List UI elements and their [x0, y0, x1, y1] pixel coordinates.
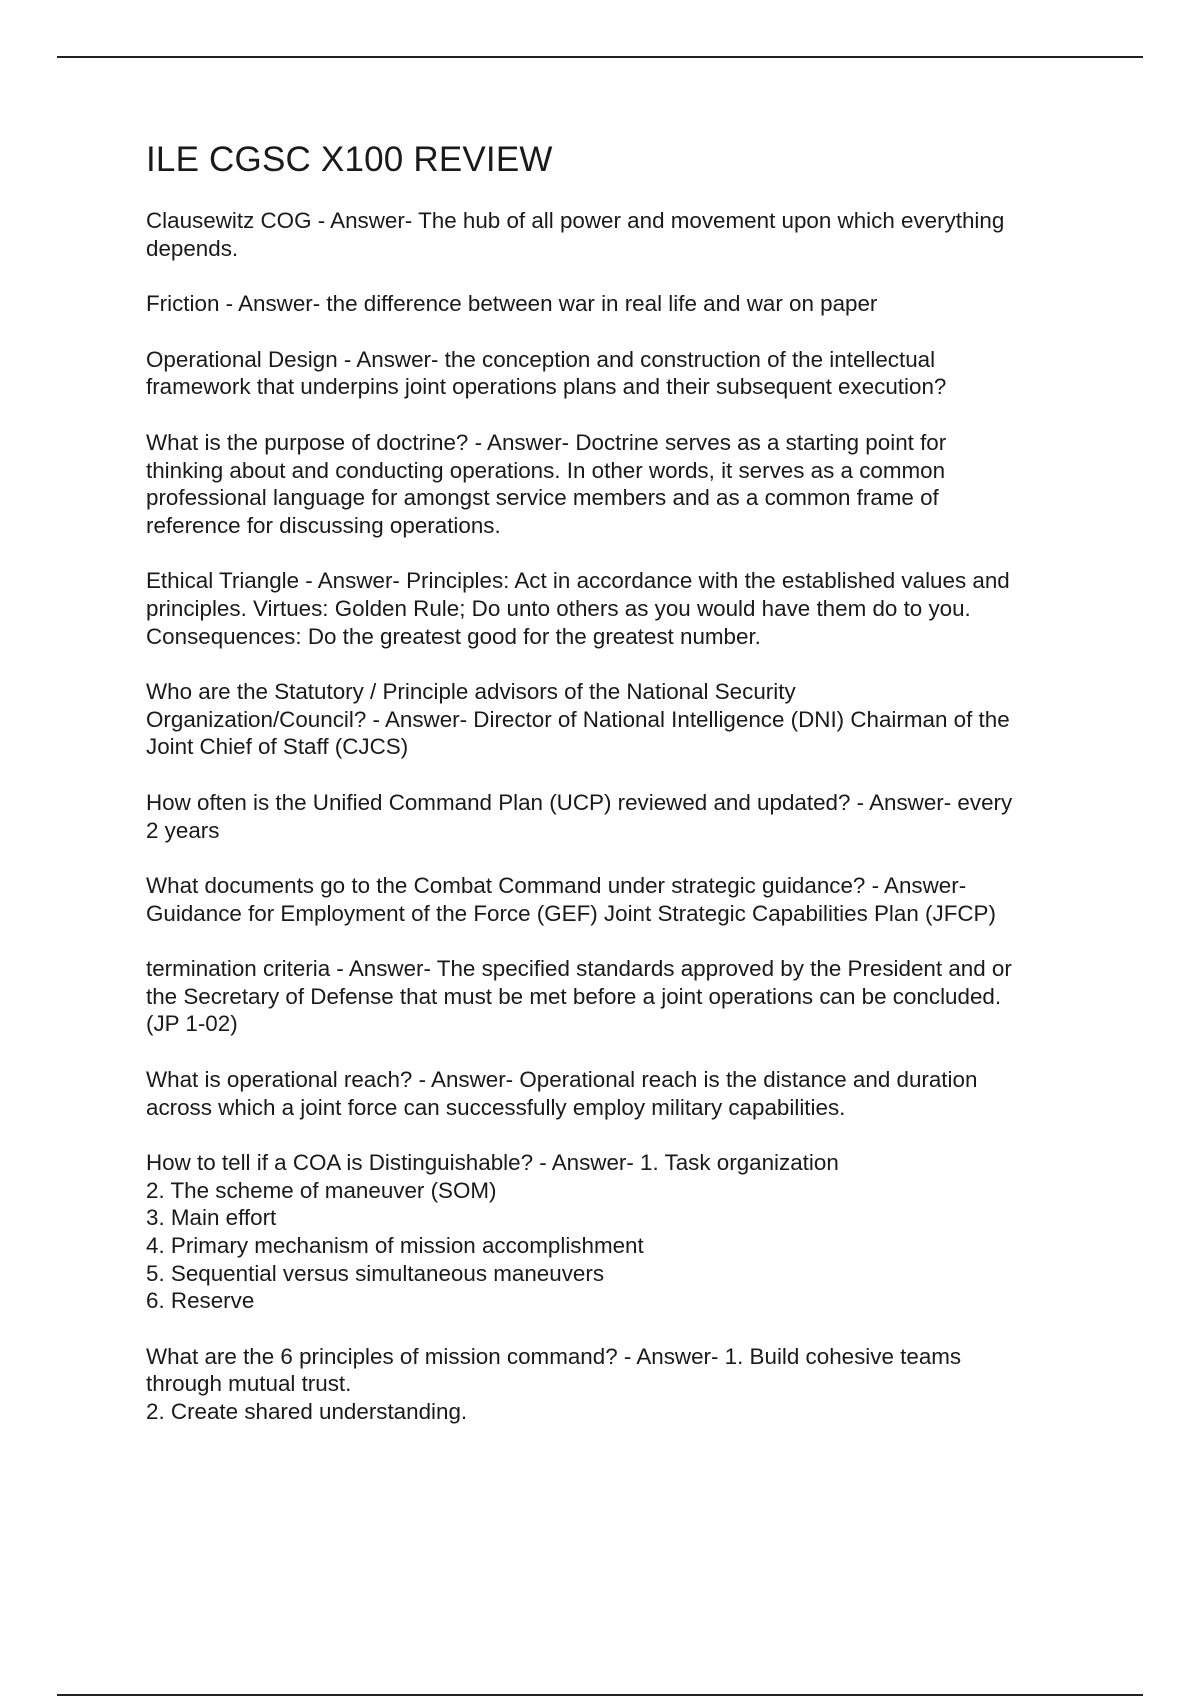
entry-line: principles. Virtues: Golden Rule; Do unto others as you would have them do to you. [146, 595, 971, 621]
entry-line: Operational Design - Answer- the conception and construction of the intellectual [146, 346, 936, 372]
entry-line: What are the 6 principles of mission command? - Answer- 1. Build cohesive teams [146, 1343, 962, 1369]
entry-line: 6. Reserve [146, 1288, 255, 1314]
entry-line: professional language for amongst service members and as a common frame of [146, 485, 939, 511]
entry-line: 2. The scheme of maneuver (SOM) [146, 1177, 497, 1203]
entry-line: framework that underpins joint operations plans and their subsequent execution? [146, 374, 947, 400]
qa-entry-mission-command-principles [146, 1343, 1086, 1426]
qa-entry-ethical-triangle [146, 567, 1086, 650]
entry-line: 2 years [146, 817, 220, 843]
entry-line: What is the purpose of doctrine? - Answer- Doctrine serves as a starting point for [146, 429, 947, 455]
qa-entry-statutory-advisors [146, 678, 1086, 761]
entry-line: 2. Create shared understanding. [146, 1399, 468, 1424]
qa-entry-ucp-review [146, 789, 1086, 844]
entry-line: Friction - Answer- the difference between war in real life and war on paper [146, 291, 878, 317]
qa-entry-doctrine-purpose [146, 429, 1086, 539]
qa-entry-operational-reach [146, 1066, 1086, 1121]
qa-entry-friction [146, 290, 1086, 318]
entry-line: What is operational reach? - Answer- Operational reach is the distance and duration [146, 1067, 978, 1093]
entry-line: across which a joint force can successfully employ military capabilities. [146, 1094, 846, 1120]
entry-line: Consequences: Do the greatest good for the greatest number. [146, 623, 761, 649]
entry-line: Ethical Triangle - Answer- Principles: Act in accordance with the established values and [146, 568, 1010, 594]
qa-entry-clausewitz-cog [146, 207, 1086, 262]
entry-line: How to tell if a COA is Distinguishable? - Answer- 1. Task organization [146, 1150, 839, 1176]
entry-line: through mutual trust. [146, 1371, 352, 1397]
document-title: ILE CGSC X100 REVIEW [146, 140, 553, 179]
entry-line: termination criteria - Answer- The specified standards approved by the President and or [146, 956, 1012, 982]
entry-line: thinking about and conducting operations. In other words, it serves as a common [146, 457, 946, 483]
bottom-rule [57, 1694, 1143, 1696]
entry-line: Guidance for Employment of the Force (GEF) Joint Strategic Capabilities Plan (JFCP) [146, 900, 996, 926]
entry-line: How often is the Unified Command Plan (UCP) reviewed and updated? - Answer- every [146, 789, 1013, 815]
entry-line: Who are the Statutory / Principle advisors of the National Security [146, 679, 796, 705]
entry-line: the Secretary of Defense that must be met before a joint operations can be concluded. [146, 983, 1002, 1009]
qa-entry-termination-criteria [146, 955, 1086, 1038]
document-body [146, 140, 1086, 1454]
entry-line: 3. Main effort [146, 1205, 277, 1231]
entry-line: depends. [146, 235, 239, 261]
entry-line: Clausewitz COG - Answer- The hub of all power and movement upon which everything [146, 208, 1005, 233]
entry-line: 4. Primary mechanism of mission accomplishment [146, 1233, 644, 1259]
entry-line: reference for discussing operations. [146, 512, 501, 538]
entry-line: (JP 1-02) [146, 1011, 238, 1037]
entry-line: Organization/Council? - Answer- Director of National Intelligence (DNI) Chairman of the [146, 706, 1010, 732]
entry-line: 5. Sequential versus simultaneous maneuvers [146, 1260, 605, 1286]
qa-entry-coa-distinguishable [146, 1149, 1086, 1315]
top-rule [57, 56, 1143, 58]
entry-line: Joint Chief of Staff (CJCS) [146, 734, 409, 760]
entry-line: What documents go to the Combat Command under strategic guidance? - Answer- [146, 873, 967, 899]
qa-entry-operational-design [146, 346, 1086, 401]
qa-entry-strategic-guidance-docs [146, 872, 1086, 927]
